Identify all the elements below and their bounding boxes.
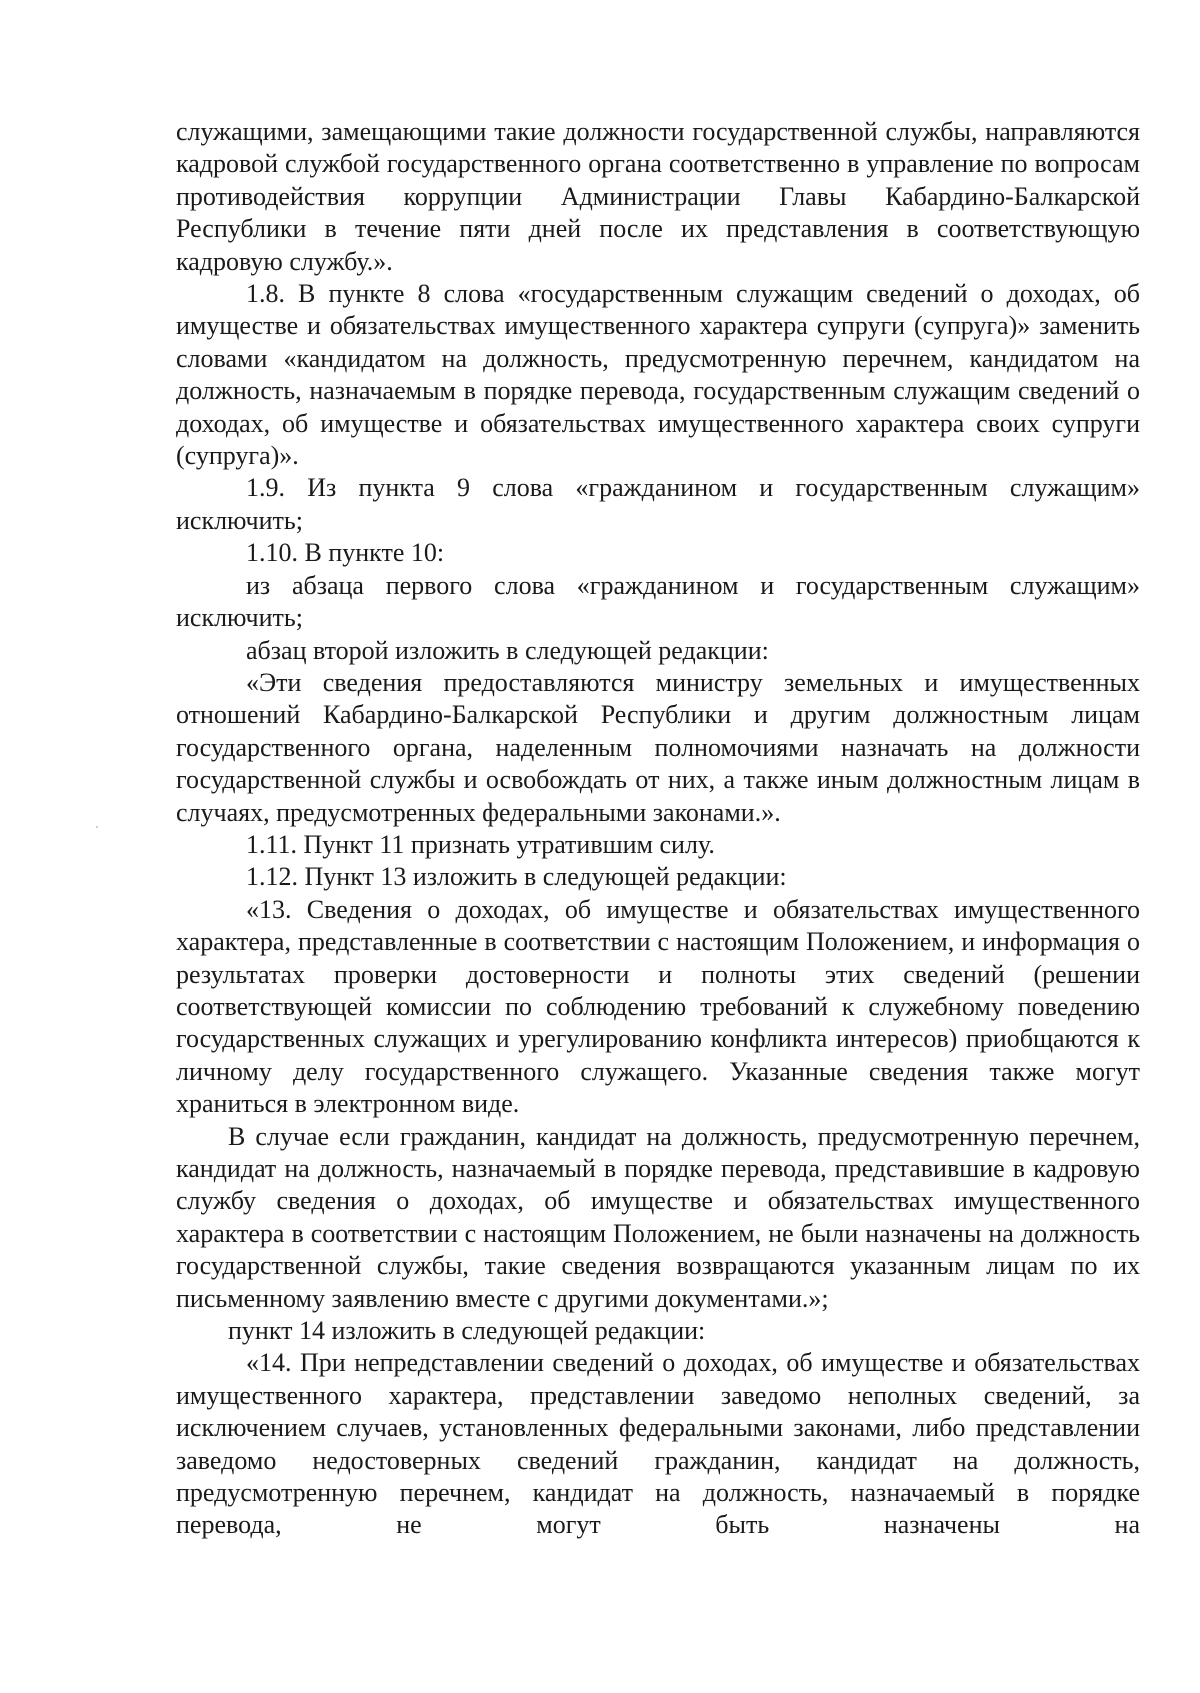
paragraph: пункт 14 изложить в следующей редакции: — [228, 1316, 706, 1346]
paragraph-item-1-12: 1.12. Пункт 13 изложить в следующей редакции: — [246, 862, 787, 892]
paragraph: служащими, замещающими такие должности государственной службы, направляются кадровой службой государственного органа соответственно в управление по вопросам противодействия коррупции Администрации Главы Кабардино-Балкарской Республики в течение пяти дней после их представления в соответствующую кадровую службу.». — [176, 117, 1140, 276]
paragraph-item-1-10: 1.10. В пункте 10: — [246, 538, 445, 568]
document-body — [176, 116, 1140, 1542]
paragraph-item-1-9: 1.9. Из пункта 9 слова «гражданином и государственным служащим» исключить; — [176, 473, 1140, 535]
paragraph-item-1-8: 1.8. В пункте 8 слова «государственным служащим сведений о доходах, об имуществе и обязательствах имущественного характера супруги (супруга)» заменить словами «кандидатом на должность, предусмотренную перечнем, кандидатом на должность, назначаемым в порядке перевода, государственным служащим сведений о доходах, об имуществе и обязательствах имущественного характера своих супруги (супруга)». — [176, 279, 1140, 471]
paragraph: В случае если гражданин, кандидат на должность, предусмотренную перечнем, кандидат на должность, назначаемый в порядке перевода, представившие в кадровую службу сведения о доходах, об имуществе и обязательствах имущественного характера в соответствии с настоящим Положением, не были назначены на должность государственной службы, такие сведения возвращаются указанным лицам по их письменному заявлению вместе с другими документами.»; — [176, 1121, 1140, 1313]
quoted-paragraph: «Эти сведения предоставляются министру земельных и имущественных отношений Кабардино-Балкарской Республики и другим должностным лицам государственного органа, наделенным полномочиями назначать на должности государственной службы и освобождать от них, а также иным должностным лицам в случаях, предусмотренных федеральными законами.». — [176, 667, 1140, 827]
paragraph: абзац второй изложить в следующей редакции: — [246, 635, 769, 665]
quoted-paragraph-14: «14. При непредставлении сведений о доходах, об имуществе и обязательствах имущественного характера, представлении заведомо неполных сведений, за исключением случаев, установленных федеральными законами, либо представлении заведомо недостоверных сведений гражданин, кандидат на должность, предусмотренную перечнем, кандидат на должность, назначаемый в порядке перевода, не могут быть назначены на — [176, 1348, 1140, 1540]
scan-artifact — [96, 826, 98, 828]
quoted-paragraph-13: «13. Сведения о доходах, об имуществе и обязательствах имущественного характера, представленные в соответствии с настоящим Положением, и информация о результатах проверки достоверности и полноты этих сведений (решении соответствующей комиссии по соблюдению требований к служебному поведению государственных служащих и урегулированию конфликта интересов) приобщаются к личному делу государственного служащего. Указанные сведения также могут храниться в электронном виде. — [176, 894, 1140, 1119]
paragraph: из абзаца первого слова «гражданином и государственным служащим» исключить; — [176, 570, 1140, 633]
paragraph-item-1-11: 1.11. Пункт 11 признать утратившим силу. — [246, 829, 715, 859]
